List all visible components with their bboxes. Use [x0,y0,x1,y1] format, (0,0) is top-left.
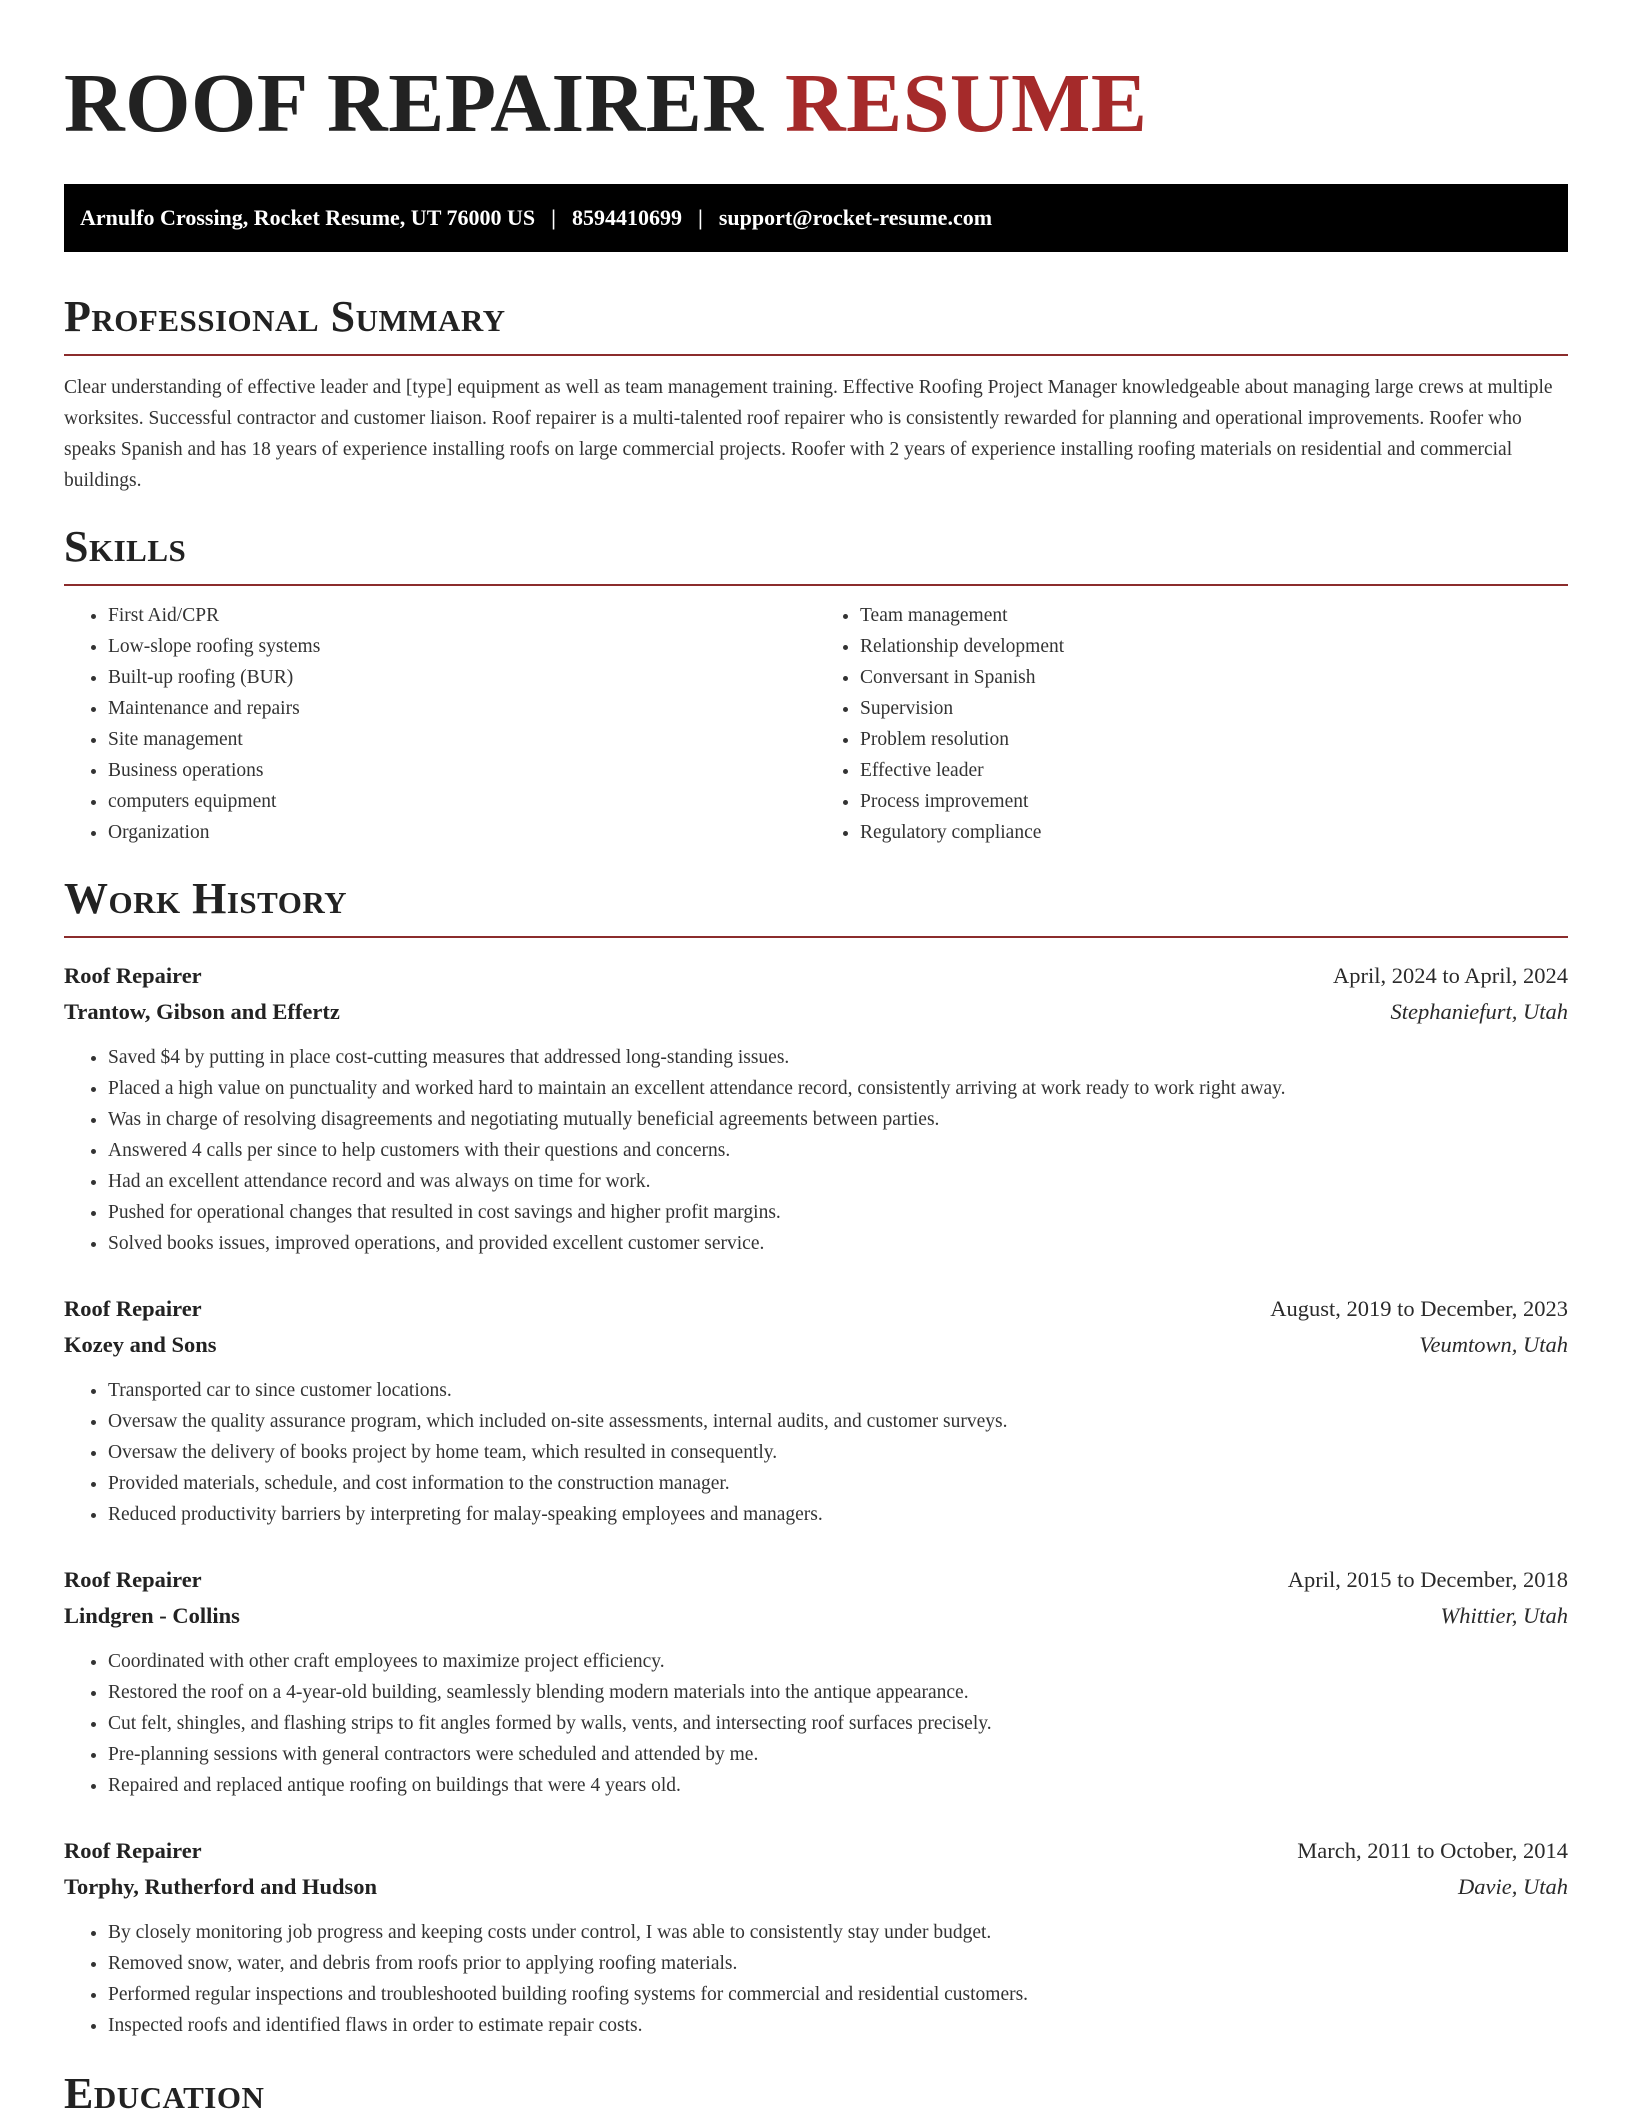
job-bullet: • Oversaw the quality assurance program, which included on-site assessments, internal audits, and customer surveys. [108,1406,1568,1437]
job-title: Roof Repairer [64,1838,202,1863]
skills-section [64,522,1568,848]
skill-item: • Process improvement [860,786,1568,817]
job-title: Roof Repairer [64,1567,202,1592]
skill-item: • Organization [108,817,816,848]
summary-text: Clear understanding of effective leader and [type] equipment as well as team management training. Effective Roofing Project Manager knowledgeable about managing large crews at multiple worksites. Successful contractor and customer liaison. Roof repairer is a multi-talented roof repairer who is consistently rewarded for planning and operational improvements. Roofer who speaks Spanish and has 18 years of experience installing roofs on large commercial projects. Roofer with 2 years of experience installing roofing materials on residential and commercial buildings. [64,377,1553,491]
job-location: Davie, Utah [1458,1874,1568,1899]
section-divider [64,584,1568,586]
job-location: Stephaniefurt, Utah [1390,999,1568,1024]
job-company-row [64,1327,1568,1363]
job-bullet: • Removed snow, water, and debris from roofs prior to applying roofing materials. [108,1948,1568,1979]
skills-list-right [816,600,1568,848]
skills-list-left [64,600,816,848]
skill-item: • Conversant in Spanish [860,662,1568,693]
job-entry [64,1833,1568,2041]
job-title: Roof Repairer [64,1296,202,1321]
skill-item: • First Aid/CPR [108,600,816,631]
professional-summary-section [64,292,1568,496]
job-bullets [64,1375,1568,1530]
skill-item: • Regulatory compliance [860,817,1568,848]
skill-item: • Relationship development [860,631,1568,662]
job-bullet: • Had an excellent attendance record and was always on time for work. [108,1166,1568,1197]
job-company: Torphy, Rutherford and Hudson [64,1874,378,1899]
section-divider [64,354,1568,356]
skill-item: • Low-slope roofing systems [108,631,816,662]
job-company-row [64,994,1568,1030]
skill-item: • Problem resolution [860,724,1568,755]
job-header-row [64,1833,1568,1869]
job-location: Whittier, Utah [1440,1603,1568,1628]
job-bullet: • Repaired and replaced antique roofing on buildings that were 4 years old. [108,1770,1568,1801]
job-bullet: • Reduced productivity barriers by interpreting for malay-speaking employees and managers. [108,1499,1568,1530]
job-company-row [64,1598,1568,1634]
title-main: ROOF REPAIRER [64,57,764,150]
job-company: Kozey and Sons [64,1332,217,1357]
job-bullet: • Cut felt, shingles, and flashing strips to fit angles formed by walls, vents, and intersecting roof surfaces precisely. [108,1708,1568,1739]
section-heading-skills: Skills [64,522,187,571]
skill-item: • Site management [108,724,816,755]
job-dates: April, 2015 to December, 2018 [1287,1567,1568,1592]
job-bullets [64,1042,1568,1259]
job-company: Trantow, Gibson and Effertz [64,999,340,1024]
contact-address: Arnulfo Crossing, Rocket Resume, UT 76000 US [80,205,536,230]
job-company-row [64,1869,1568,1905]
skill-item: • Effective leader [860,755,1568,786]
job-dates: August, 2019 to December, 2023 [1270,1296,1568,1321]
section-heading-work-history: Work History [64,874,348,923]
job-bullet: • Answered 4 calls per since to help customers with their questions and concerns. [108,1135,1568,1166]
job-header-row [64,958,1568,994]
job-bullet: • Coordinated with other craft employees to maximize project efficiency. [108,1646,1568,1677]
job-title: Roof Repairer [64,963,202,988]
job-header-row [64,1291,1568,1327]
skill-item: • Maintenance and repairs [108,693,816,724]
job-bullet: • By closely monitoring job progress and keeping costs under control, I was able to consistently stay under budget. [108,1917,1568,1948]
section-heading-summary: Professional Summary [64,292,506,341]
section-heading-education: Education [64,2069,265,2118]
skill-item: • Business operations [108,755,816,786]
job-bullet: • Oversaw the delivery of books project by home team, which resulted in consequently. [108,1437,1568,1468]
job-bullets [64,1646,1568,1801]
contact-phone: 8594410699 [571,205,682,230]
job-entry [64,1291,1568,1530]
job-bullet: • Transported car to since customer locations. [108,1375,1568,1406]
contact-separator: | [551,205,556,230]
job-entry [64,1562,1568,1801]
job-bullet: • Restored the roof on a 4-year-old building, seamlessly blending modern materials into the antique appearance. [108,1677,1568,1708]
job-bullet: • Solved books issues, improved operations, and provided excellent customer service. [108,1228,1568,1259]
contact-separator: | [697,205,703,230]
job-bullet: • Performed regular inspections and troubleshooted building roofing systems for commercial and residential customers. [108,1979,1568,2010]
skills-grid [64,600,1568,848]
job-bullet: • Pre-planning sessions with general contractors were scheduled and attended by me. [108,1739,1568,1770]
job-company: Lindgren - Collins [64,1603,240,1628]
skill-item: • Built-up roofing (BUR) [108,662,816,693]
work-history-section [64,874,1568,2041]
job-dates: April, 2024 to April, 2024 [1333,963,1568,988]
job-bullet: • Was in charge of resolving disagreements and negotiating mutually beneficial agreements between parties. [108,1104,1568,1135]
job-header-row [64,1562,1568,1598]
skill-item: • Team management [860,600,1568,631]
resume-title [64,0,1568,152]
contact-email: support@rocket-resume.com [718,205,993,230]
job-dates: March, 2011 to October, 2014 [1297,1838,1568,1863]
section-divider [64,936,1568,938]
job-bullet: • Placed a high value on punctuality and worked hard to maintain an excellent attendance record, consistently arriving at work ready to work right away. [108,1073,1568,1104]
skill-item: • computers equipment [108,786,816,817]
job-entry [64,958,1568,1259]
skill-item: • Supervision [860,693,1568,724]
job-location: Veumtown, Utah [1419,1332,1568,1357]
contact-bar [64,184,1568,252]
job-bullet: • Inspected roofs and identified flaws in order to estimate repair costs. [108,2010,1568,2041]
job-bullets [64,1917,1568,2041]
job-bullet: • Saved $4 by putting in place cost-cutting measures that addressed long-standing issues. [108,1042,1568,1073]
job-bullet: • Provided materials, schedule, and cost information to the construction manager. [108,1468,1568,1499]
job-bullet: • Pushed for operational changes that resulted in cost savings and higher profit margins. [108,1197,1568,1228]
title-accent: RESUME [785,57,1148,150]
